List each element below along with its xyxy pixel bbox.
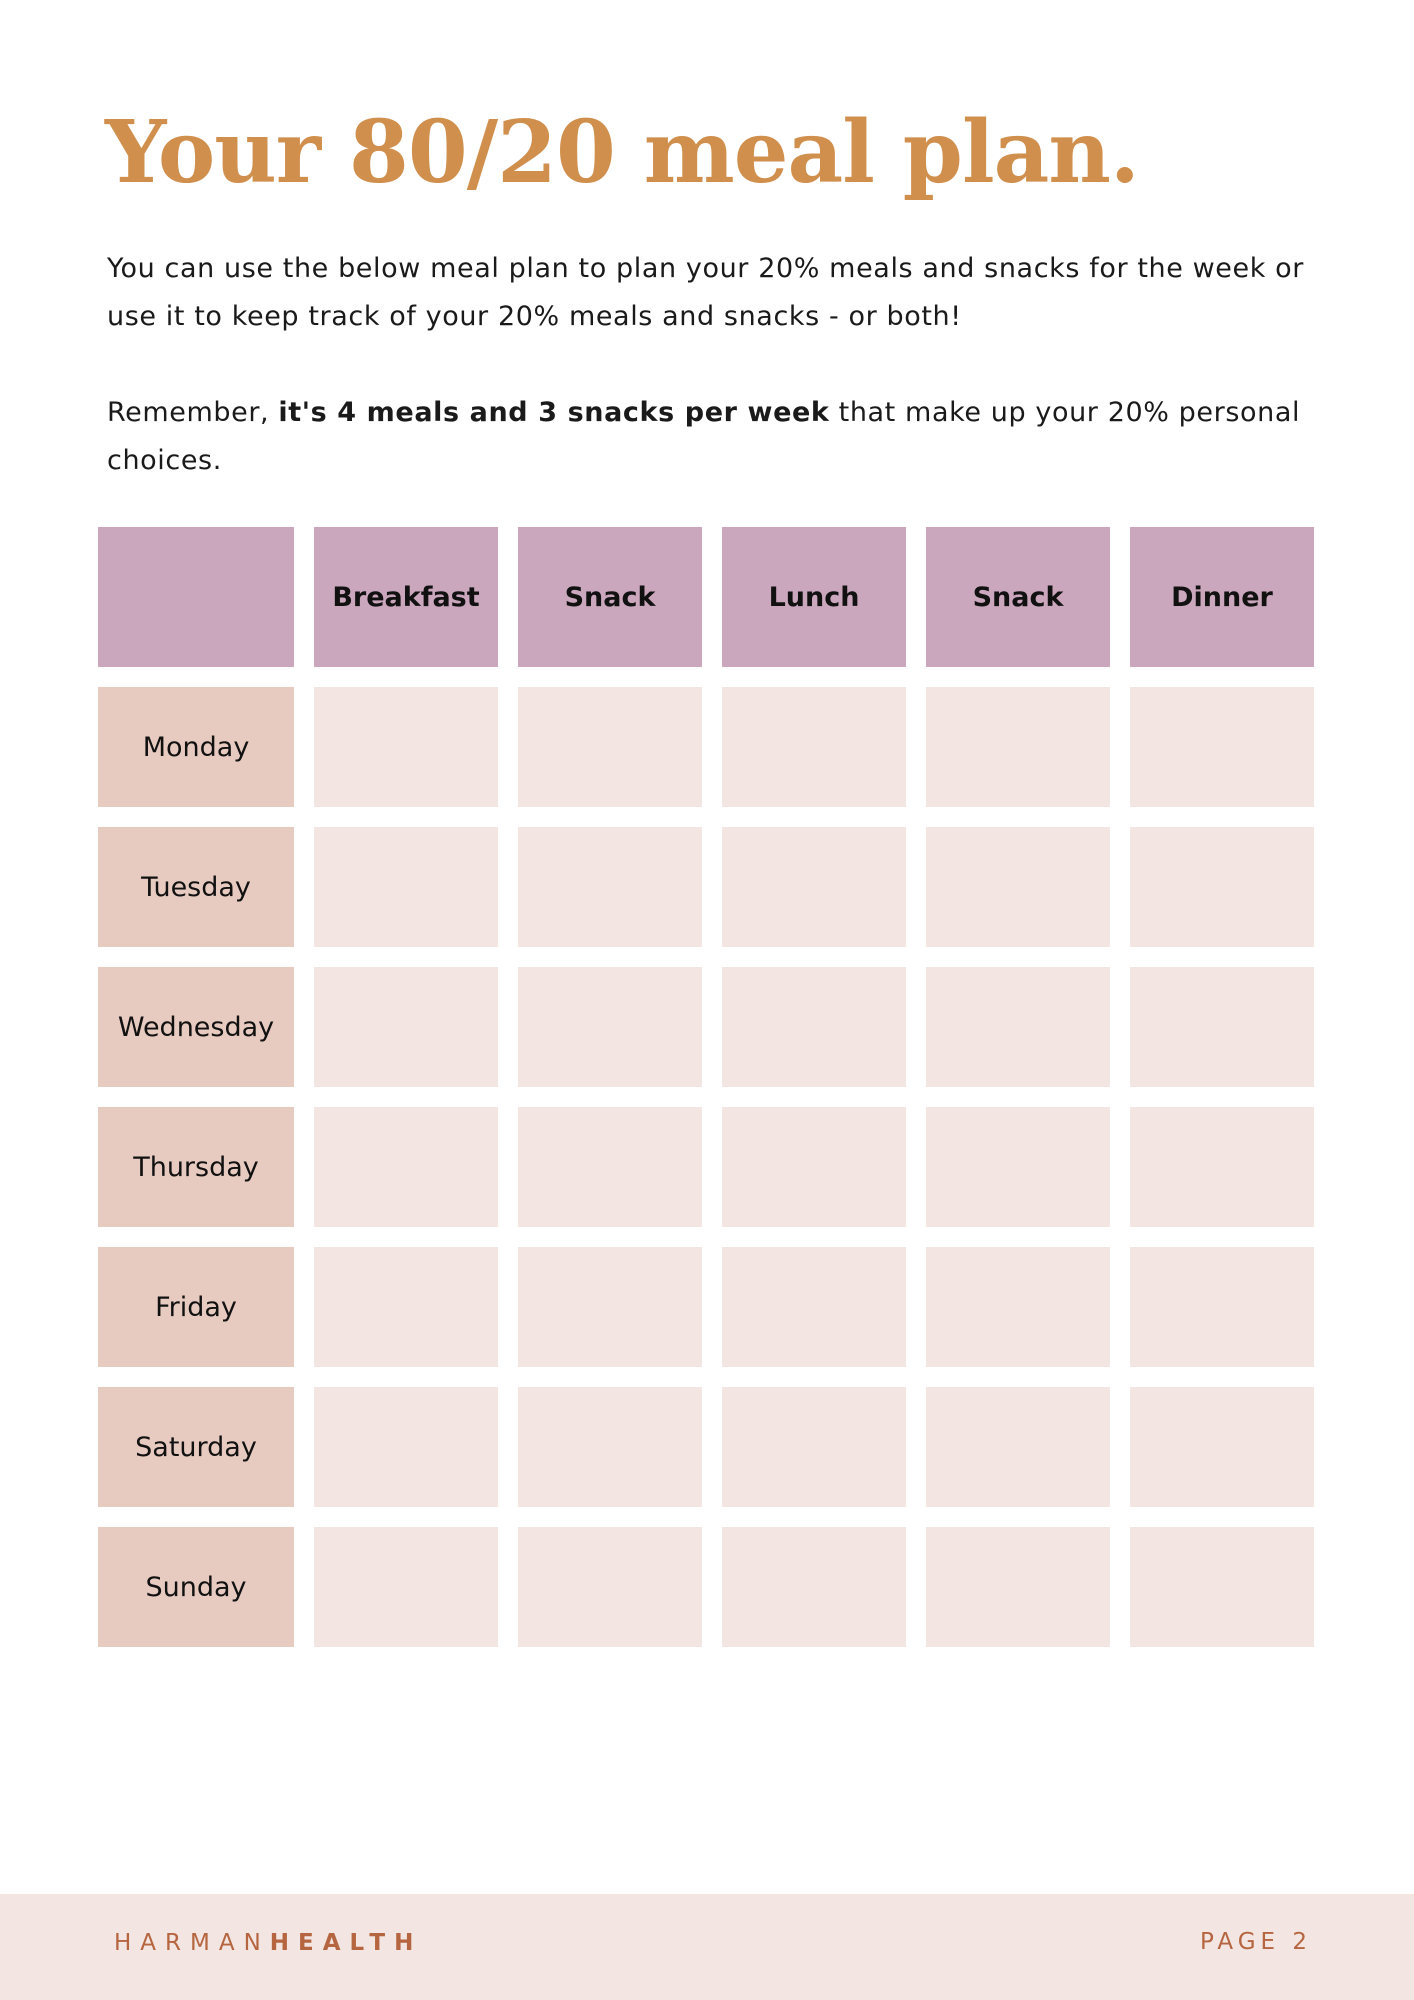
meal-slot-friday-snack-2[interactable] bbox=[926, 1247, 1110, 1367]
row-label-monday: Monday bbox=[98, 687, 294, 807]
column-header-snack-1: Snack bbox=[518, 527, 702, 667]
meal-slot-friday-snack-1[interactable] bbox=[518, 1247, 702, 1367]
meal-slot-friday-dinner[interactable] bbox=[1130, 1247, 1314, 1367]
row-label-thursday: Thursday bbox=[98, 1107, 294, 1227]
meal-slot-tuesday-breakfast[interactable] bbox=[314, 827, 498, 947]
row-label-sunday: Sunday bbox=[98, 1527, 294, 1647]
meal-slot-thursday-dinner[interactable] bbox=[1130, 1107, 1314, 1227]
meal-plan-table bbox=[98, 527, 1314, 1647]
meal-slot-wednesday-lunch[interactable] bbox=[722, 967, 906, 1087]
meal-slot-thursday-breakfast[interactable] bbox=[314, 1107, 498, 1227]
row-label-friday: Friday bbox=[98, 1247, 294, 1367]
meal-slot-monday-snack-2[interactable] bbox=[926, 687, 1110, 807]
meal-slot-wednesday-snack-1[interactable] bbox=[518, 967, 702, 1087]
column-header-dinner: Dinner bbox=[1130, 527, 1314, 667]
column-header-breakfast: Breakfast bbox=[314, 527, 498, 667]
meal-slot-thursday-snack-2[interactable] bbox=[926, 1107, 1110, 1227]
brand-logo bbox=[114, 1930, 422, 1956]
meal-slot-thursday-lunch[interactable] bbox=[722, 1107, 906, 1227]
meal-slot-sunday-lunch[interactable] bbox=[722, 1527, 906, 1647]
meal-slot-monday-breakfast[interactable] bbox=[314, 687, 498, 807]
meal-slot-wednesday-snack-2[interactable] bbox=[926, 967, 1110, 1087]
meal-slot-wednesday-breakfast[interactable] bbox=[314, 967, 498, 1087]
meal-slot-tuesday-dinner[interactable] bbox=[1130, 827, 1314, 947]
intro-p2-after: that make up your 20% personal choices. bbox=[107, 397, 1301, 476]
page-number: PAGE 2 bbox=[1199, 1929, 1312, 1955]
meal-slot-saturday-breakfast[interactable] bbox=[314, 1387, 498, 1507]
meal-slot-saturday-snack-1[interactable] bbox=[518, 1387, 702, 1507]
intro-text bbox=[107, 245, 1307, 485]
meal-slot-saturday-dinner[interactable] bbox=[1130, 1387, 1314, 1507]
row-label-saturday: Saturday bbox=[98, 1387, 294, 1507]
meal-slot-monday-snack-1[interactable] bbox=[518, 687, 702, 807]
meal-slot-sunday-dinner[interactable] bbox=[1130, 1527, 1314, 1647]
intro-p2-before: Remember, bbox=[107, 397, 279, 428]
meal-slot-thursday-snack-1[interactable] bbox=[518, 1107, 702, 1227]
row-label-wednesday: Wednesday bbox=[98, 967, 294, 1087]
meal-slot-tuesday-snack-2[interactable] bbox=[926, 827, 1110, 947]
meal-slot-sunday-breakfast[interactable] bbox=[314, 1527, 498, 1647]
meal-slot-saturday-snack-2[interactable] bbox=[926, 1387, 1110, 1507]
meal-slot-wednesday-dinner[interactable] bbox=[1130, 967, 1314, 1087]
row-label-tuesday: Tuesday bbox=[98, 827, 294, 947]
page-footer bbox=[0, 1894, 1414, 2000]
meal-slot-tuesday-snack-1[interactable] bbox=[518, 827, 702, 947]
meal-slot-friday-lunch[interactable] bbox=[722, 1247, 906, 1367]
column-header-snack-2: Snack bbox=[926, 527, 1110, 667]
intro-paragraph-1: You can use the below meal plan to plan your 20% meals and snacks for the week or use it to keep track of your 20% meals and snacks - or both! bbox=[107, 253, 1304, 332]
meal-slot-tuesday-lunch[interactable] bbox=[722, 827, 906, 947]
meal-slot-sunday-snack-2[interactable] bbox=[926, 1527, 1110, 1647]
header-corner-cell bbox=[98, 527, 294, 667]
page-title: Your 80/20 meal plan. bbox=[105, 102, 1139, 203]
meal-slot-sunday-snack-1[interactable] bbox=[518, 1527, 702, 1647]
meal-slot-monday-dinner[interactable] bbox=[1130, 687, 1314, 807]
intro-p2-bold: it's 4 meals and 3 snacks per week bbox=[278, 397, 830, 428]
meal-slot-monday-lunch[interactable] bbox=[722, 687, 906, 807]
brand-part-1: HARMAN bbox=[114, 1930, 270, 1956]
brand-part-2: HEALTH bbox=[269, 1930, 423, 1956]
column-header-lunch: Lunch bbox=[722, 527, 906, 667]
intro-paragraph-2 bbox=[107, 389, 1307, 485]
meal-slot-saturday-lunch[interactable] bbox=[722, 1387, 906, 1507]
meal-slot-friday-breakfast[interactable] bbox=[314, 1247, 498, 1367]
